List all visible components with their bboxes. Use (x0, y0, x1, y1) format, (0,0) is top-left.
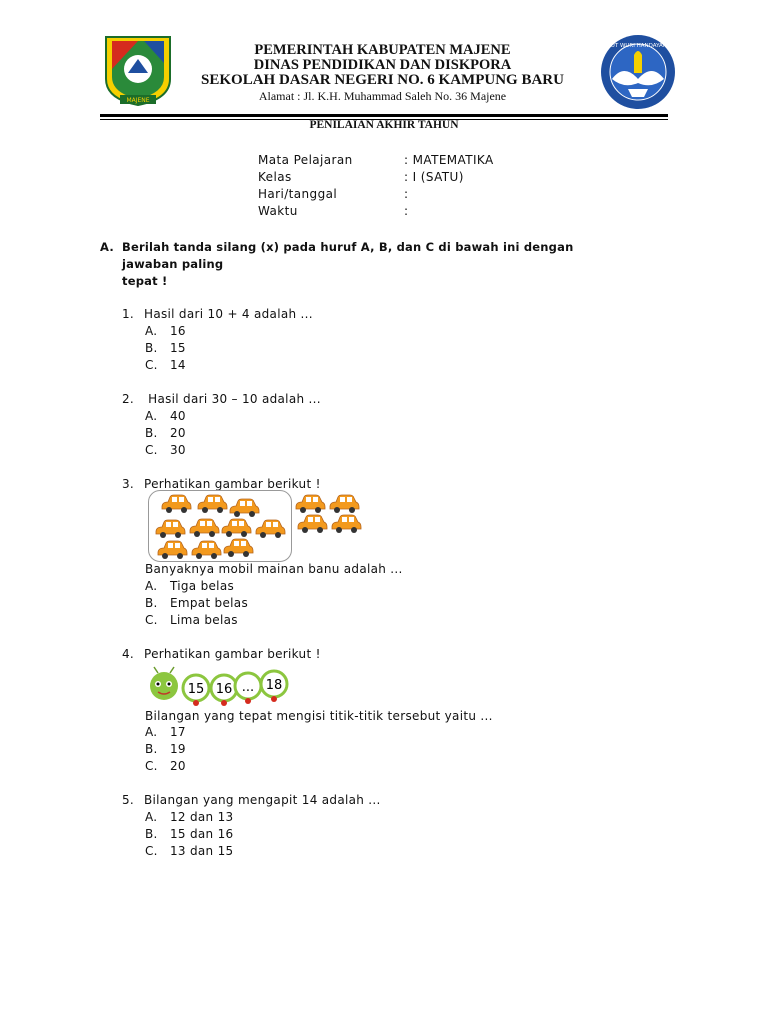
toy-car-icon (160, 494, 192, 514)
toy-car-icon (296, 514, 328, 534)
page-title: PENILAIAN AKHIR TAHUN (309, 119, 459, 131)
info-row: Mata Pelajaran : MATEMATIKA (258, 153, 494, 167)
option-b[interactable]: B. 20 (145, 426, 186, 440)
caterpillar-picture (146, 666, 296, 706)
option-c[interactable]: C. 20 (145, 759, 186, 773)
option-c[interactable]: C. 14 (145, 358, 186, 372)
toy-car-icon (188, 518, 220, 538)
info-row: Waktu : (258, 204, 409, 218)
question-4: 4. Perhatikan gambar berikut ! (122, 647, 321, 661)
section-instruction: A. Berilah tanda silang (x) pada huruf A, B, dan C di bawah ini dengan jawaban paling tepat ! (100, 240, 574, 288)
option-c[interactable]: C. Lima belas (145, 613, 238, 627)
question-4-prompt: Bilangan yang tepat mengisi titik-titik tersebut yaitu ... (145, 709, 493, 723)
option-a[interactable]: A. Tiga belas (145, 579, 235, 593)
toy-car-icon (228, 498, 260, 518)
info-row: Kelas : I (SATU) (258, 170, 464, 184)
toy-car-icon (156, 540, 188, 560)
caterpillar-number: ... (241, 680, 255, 695)
caterpillar-number: 15 (187, 682, 205, 697)
logo-text: MAJENE (126, 97, 150, 104)
option-b[interactable]: B. 15 (145, 341, 186, 355)
toy-car-icon (222, 538, 254, 558)
header-line-2: DINAS PENDIDIKAN DAN DISKPORA (253, 57, 512, 73)
option-a[interactable]: A. 17 (145, 725, 186, 739)
toy-car-icon (254, 519, 286, 539)
question-3-prompt: Banyaknya mobil mainan banu adalah ... (145, 562, 403, 576)
toy-car-icon (196, 494, 228, 514)
option-b[interactable]: B. Empat belas (145, 596, 249, 610)
toy-car-icon (154, 519, 186, 539)
logo-text: TUT WURI HANDAYANI (607, 43, 669, 49)
option-c[interactable]: C. 30 (145, 443, 186, 457)
option-a[interactable]: A. 16 (145, 324, 186, 338)
question-2: 2. Hasil dari 30 – 10 adalah ... (122, 392, 321, 406)
caterpillar-number: 18 (265, 678, 283, 693)
tut-wuri-handayani-logo (598, 33, 678, 111)
school-address: Alamat : Jl. K.H. Muhammad Saleh No. 36 Majene (258, 89, 507, 103)
question-5: 5. Bilangan yang mengapit 14 adalah ... (122, 793, 381, 807)
option-a[interactable]: A. 12 dan 13 (145, 810, 234, 824)
school-name: SEKOLAH DASAR NEGERI NO. 6 KAMPUNG BARU (201, 72, 564, 88)
toy-car-icon (328, 494, 360, 514)
majene-logo (100, 33, 176, 109)
toy-car-icon (330, 514, 362, 534)
question-3: 3. Perhatikan gambar berikut ! (122, 477, 321, 491)
option-a[interactable]: A. 40 (145, 409, 186, 423)
caterpillar-number: 16 (215, 682, 233, 697)
question-1: 1. Hasil dari 10 + 4 adalah ... (122, 307, 313, 321)
toy-car-icon (190, 540, 222, 560)
option-b[interactable]: B. 19 (145, 742, 186, 756)
option-b[interactable]: B. 15 dan 16 (145, 827, 234, 841)
header-rule-thick (100, 114, 668, 117)
info-row: Hari/tanggal : (258, 187, 409, 201)
toy-car-icon (220, 518, 252, 538)
toy-car-icon (294, 494, 326, 514)
option-c[interactable]: C. 13 dan 15 (145, 844, 234, 858)
header-line-1: PEMERINTAH KABUPATEN MAJENE (254, 42, 511, 58)
